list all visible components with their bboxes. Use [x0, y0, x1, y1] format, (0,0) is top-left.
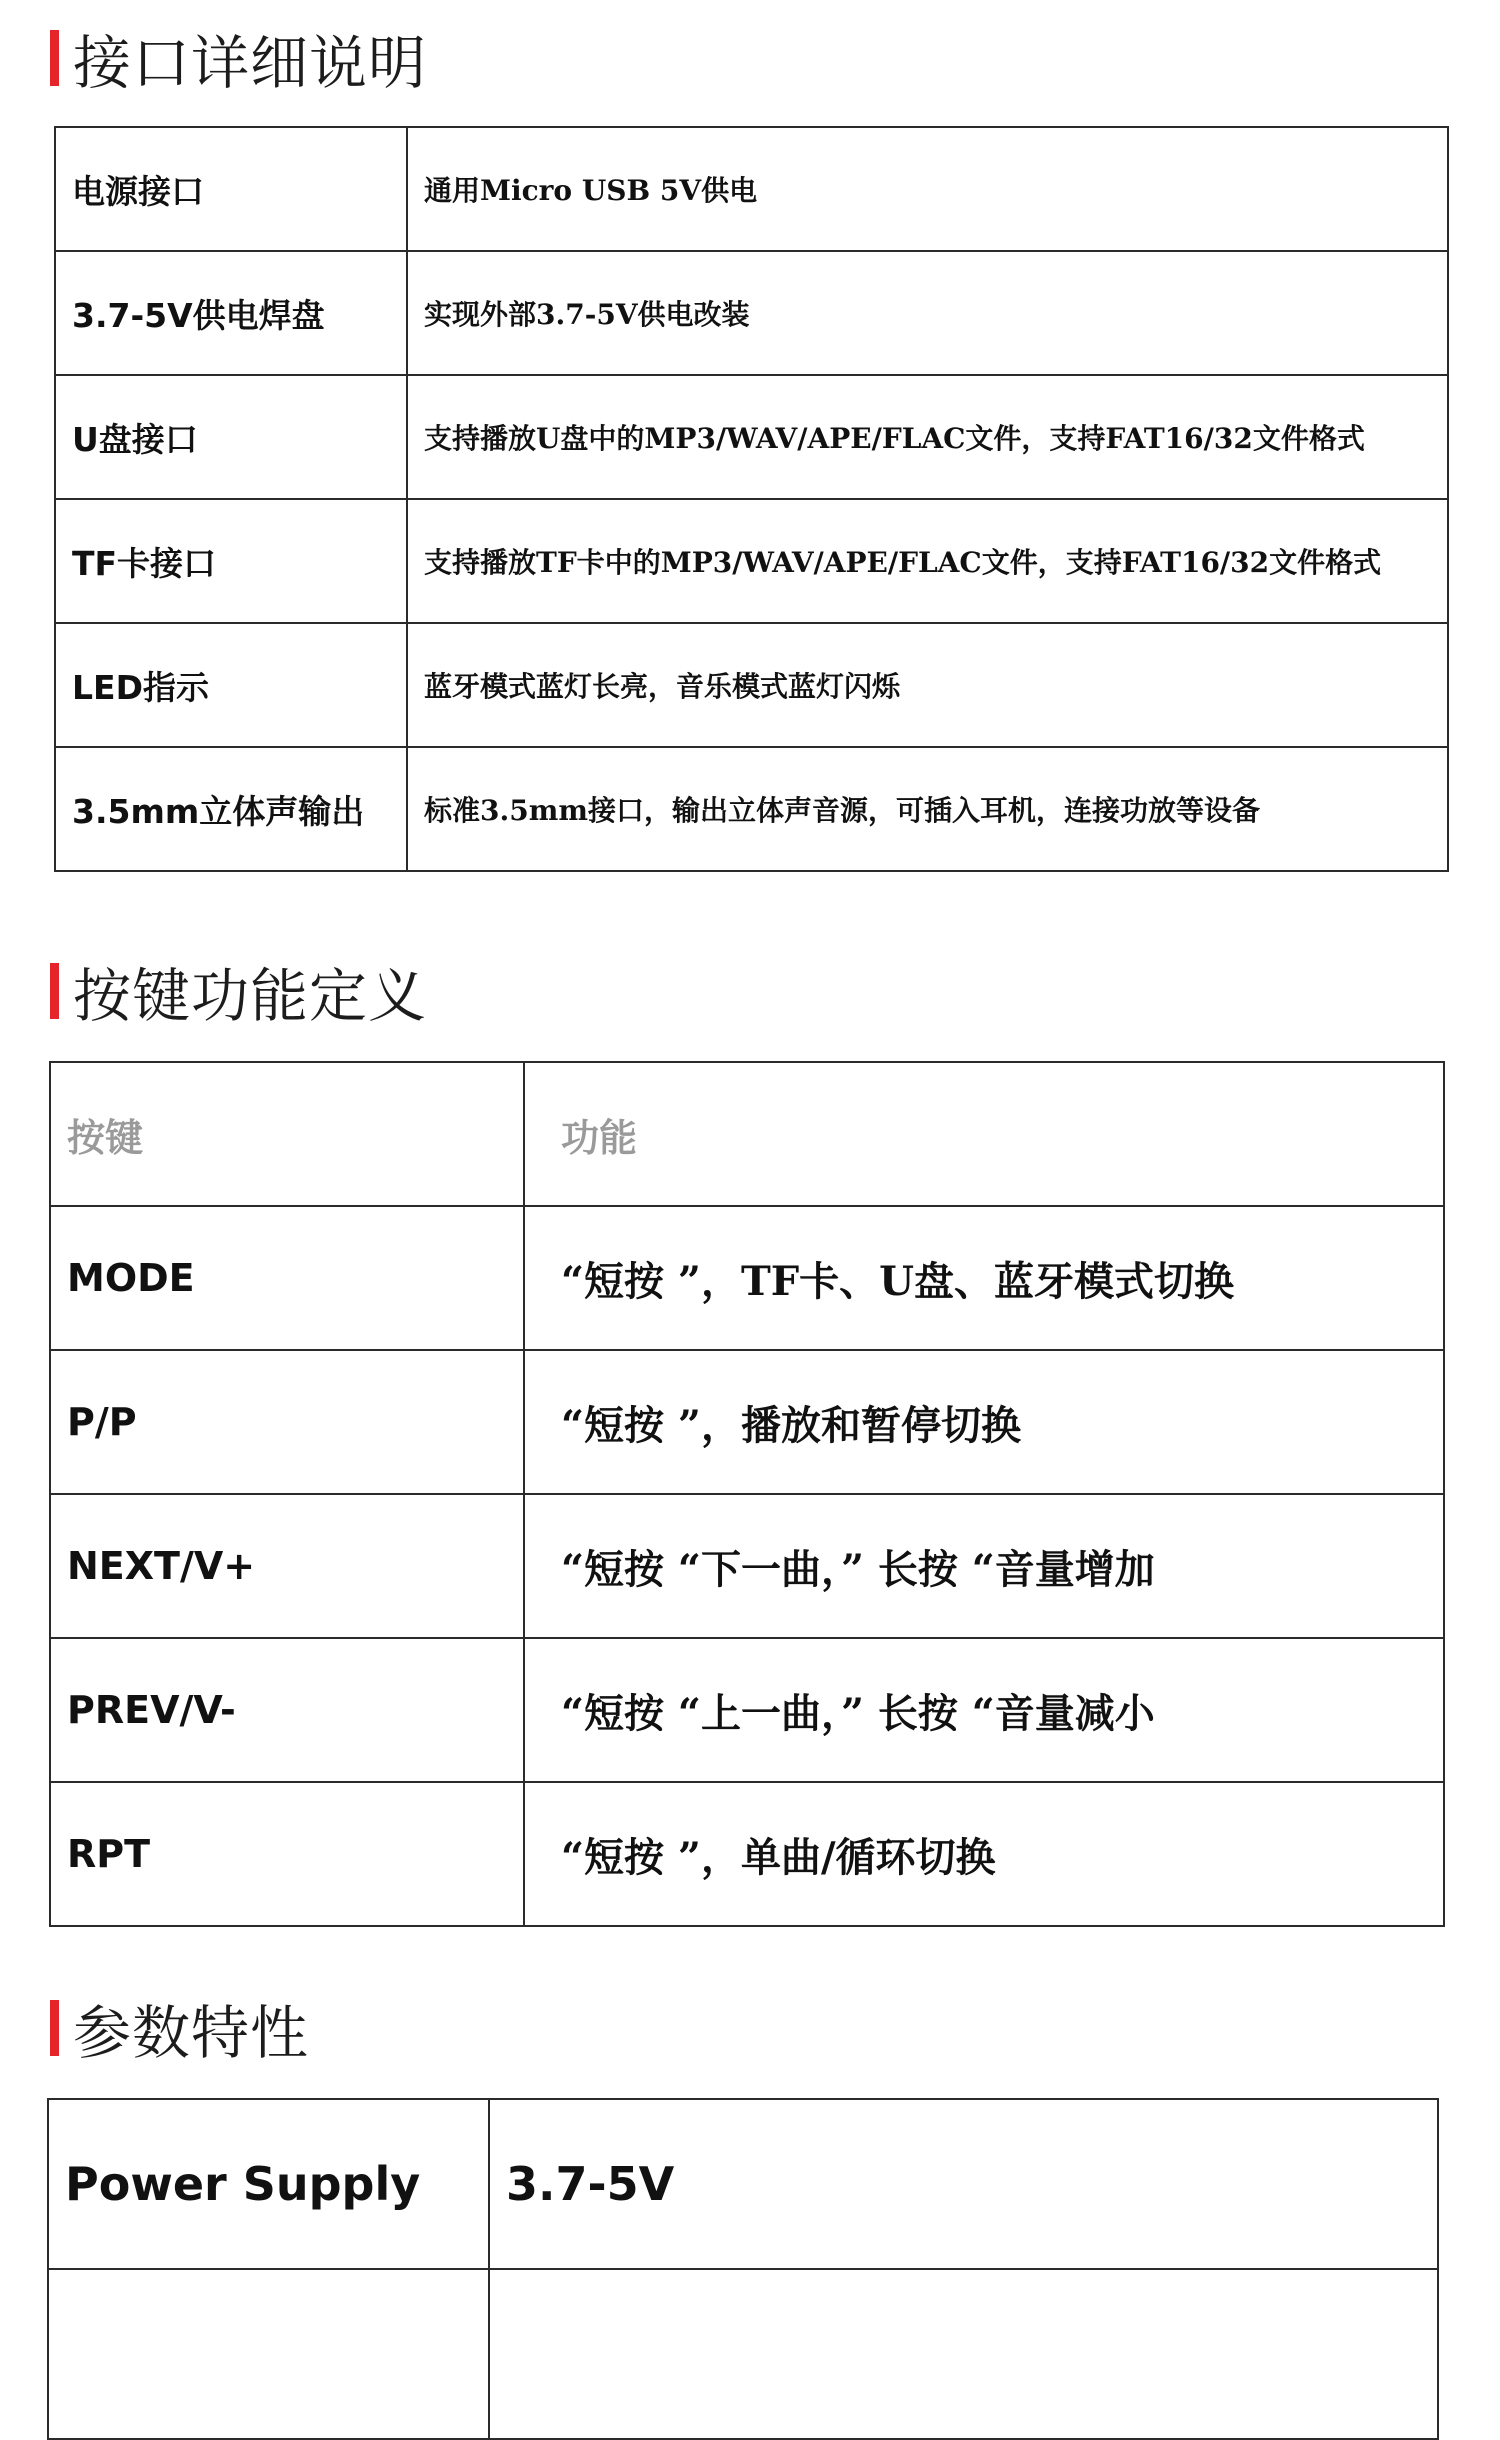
table-row — [55, 375, 1448, 499]
table-row — [50, 1638, 1444, 1782]
table-row — [48, 2269, 1438, 2439]
table-row — [55, 747, 1448, 871]
row-key: 3.7-5V供电焊盘 — [55, 251, 407, 375]
section-title: 参数特性 — [73, 1999, 310, 2067]
row-value: 支持播放TF卡中的MP3/WAV/APE/FLAC文件，支持FAT16/32文件格式 — [407, 499, 1448, 623]
table-row — [55, 623, 1448, 747]
row-key: PREV/V- — [50, 1638, 524, 1782]
row-key: U盘接口 — [55, 375, 407, 499]
section-heading-parameters — [50, 1992, 310, 2067]
row-value: 支持播放U盘中的MP3/WAV/APE/FLAC文件，支持FAT16/32文件格式 — [407, 375, 1448, 499]
row-key: 3.5mm立体声输出 — [55, 747, 407, 871]
column-header-key: 按键 — [50, 1062, 524, 1206]
row-value: “短按 ”，播放和暂停切换 — [524, 1350, 1444, 1494]
column-header-function: 功能 — [524, 1062, 1444, 1206]
heading-accent-bar — [50, 2000, 59, 2056]
row-key: MODE — [50, 1206, 524, 1350]
section-heading-buttons — [50, 955, 428, 1030]
table-row — [55, 251, 1448, 375]
button-function-table — [49, 1061, 1445, 1927]
row-value: 实现外部3.7-5V供电改装 — [407, 251, 1448, 375]
table-row — [50, 1350, 1444, 1494]
section-title: 按键功能定义 — [73, 962, 428, 1030]
table-row — [50, 1494, 1444, 1638]
table-row — [50, 1782, 1444, 1926]
section-heading-interface — [50, 22, 428, 97]
table-header-row — [50, 1062, 1444, 1206]
row-value: “短按 ”，单曲/循环切换 — [524, 1782, 1444, 1926]
row-value: “短按 “上一曲，” 长按 “音量减小 — [524, 1638, 1444, 1782]
heading-accent-bar — [50, 30, 59, 86]
table-row — [50, 1206, 1444, 1350]
row-key: 电源接口 — [55, 127, 407, 251]
row-value: 标准3.5mm接口，输出立体声音源，可插入耳机，连接功放等设备 — [407, 747, 1448, 871]
table-row — [55, 499, 1448, 623]
row-key: NEXT/V+ — [50, 1494, 524, 1638]
row-value — [489, 2269, 1438, 2439]
row-key: P/P — [50, 1350, 524, 1494]
row-key — [48, 2269, 489, 2439]
row-value: 3.7-5V — [489, 2099, 1438, 2269]
row-key: Power Supply — [48, 2099, 489, 2269]
table-row — [48, 2099, 1438, 2269]
row-value: 蓝牙模式蓝灯长亮，音乐模式蓝灯闪烁 — [407, 623, 1448, 747]
row-key: RPT — [50, 1782, 524, 1926]
row-key: LED指示 — [55, 623, 407, 747]
row-value: “短按 “下一曲，” 长按 “音量增加 — [524, 1494, 1444, 1638]
section-title: 接口详细说明 — [73, 29, 428, 97]
heading-accent-bar — [50, 963, 59, 1019]
row-value: 通用Micro USB 5V供电 — [407, 127, 1448, 251]
interface-table — [54, 126, 1449, 872]
row-value: “短按 ”，TF卡、U盘、蓝牙模式切换 — [524, 1206, 1444, 1350]
parameter-table — [47, 2098, 1439, 2440]
table-row — [55, 127, 1448, 251]
row-key: TF卡接口 — [55, 499, 407, 623]
